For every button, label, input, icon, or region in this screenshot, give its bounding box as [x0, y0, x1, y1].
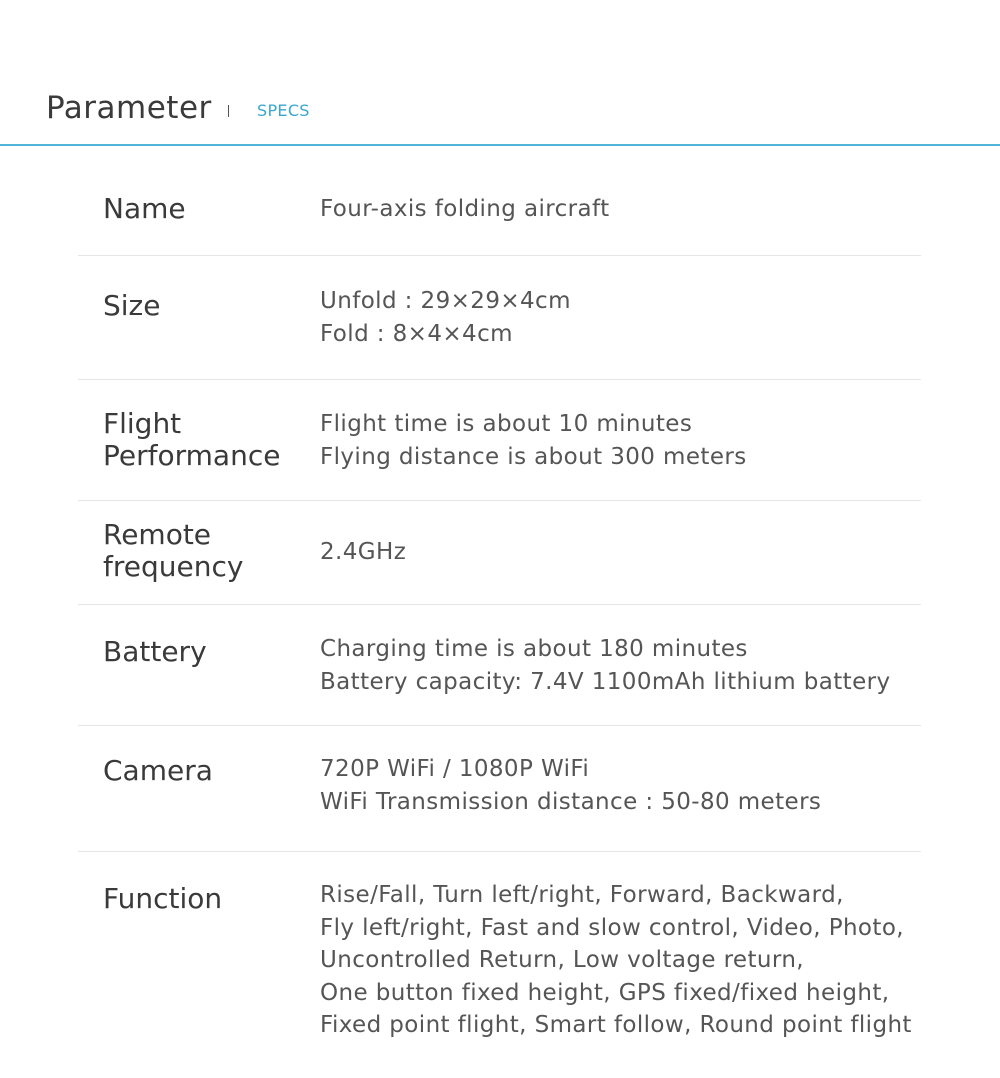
spec-value-line: WiFi Transmission distance : 50-80 meters — [320, 788, 822, 815]
spec-label: Remote frequency — [103, 518, 244, 583]
spec-label: Function — [103, 882, 223, 915]
header-divider — [228, 105, 229, 117]
spec-row-name — [78, 162, 921, 256]
spec-row-remote-frequency — [78, 501, 921, 605]
spec-value-line: 720P WiFi / 1080P WiFi — [320, 756, 590, 782]
spec-value-line: Four-axis folding aircraft — [320, 196, 610, 222]
spec-table — [78, 162, 921, 1062]
spec-row-flight-performance — [78, 380, 921, 501]
spec-value-line: Battery capacity: 7.4V 1100mAh lithium battery — [320, 668, 891, 695]
spec-value — [320, 285, 571, 350]
spec-label: Flight Performance — [103, 407, 281, 472]
spec-label: Battery — [103, 635, 207, 668]
spec-value-line: Flying distance is about 300 meters — [320, 443, 747, 470]
spec-row-battery — [78, 605, 921, 726]
spec-value-line: Fixed point flight, Smart follow, Round point flight — [320, 1012, 912, 1038]
spec-row-camera — [78, 726, 921, 852]
spec-value-line: 2.4GHz — [320, 539, 407, 565]
section-header — [0, 0, 1000, 146]
spec-label: Size — [103, 289, 161, 322]
spec-value — [320, 879, 912, 1042]
spec-value-line: Fly left/right, Fast and slow control, Video, Photo, — [320, 914, 905, 941]
spec-value-line: One button fixed height, GPS fixed/fixed height, — [320, 979, 890, 1006]
spec-value-line: Flight time is about 10 minutes — [320, 411, 693, 437]
page-title: Parameter — [46, 90, 212, 126]
spec-value — [320, 193, 610, 226]
spec-row-size — [78, 256, 921, 380]
spec-value-line: Uncontrolled Return, Low voltage return, — [320, 947, 805, 973]
spec-value — [320, 753, 821, 818]
spec-value-line: Rise/Fall, Turn left/right, Forward, Backward, — [320, 882, 844, 908]
spec-value-line: Fold : 8×4×4cm — [320, 320, 513, 347]
page-subtitle: SPECS — [257, 101, 310, 120]
spec-value-line: Charging time is about 180 minutes — [320, 636, 748, 662]
spec-row-function — [78, 852, 921, 1062]
spec-label: Camera — [103, 754, 213, 787]
spec-value-line: Unfold : 29×29×4cm — [320, 288, 571, 314]
spec-value — [320, 408, 747, 473]
spec-value — [320, 633, 891, 698]
spec-value — [320, 536, 406, 569]
spec-label: Name — [103, 192, 186, 225]
